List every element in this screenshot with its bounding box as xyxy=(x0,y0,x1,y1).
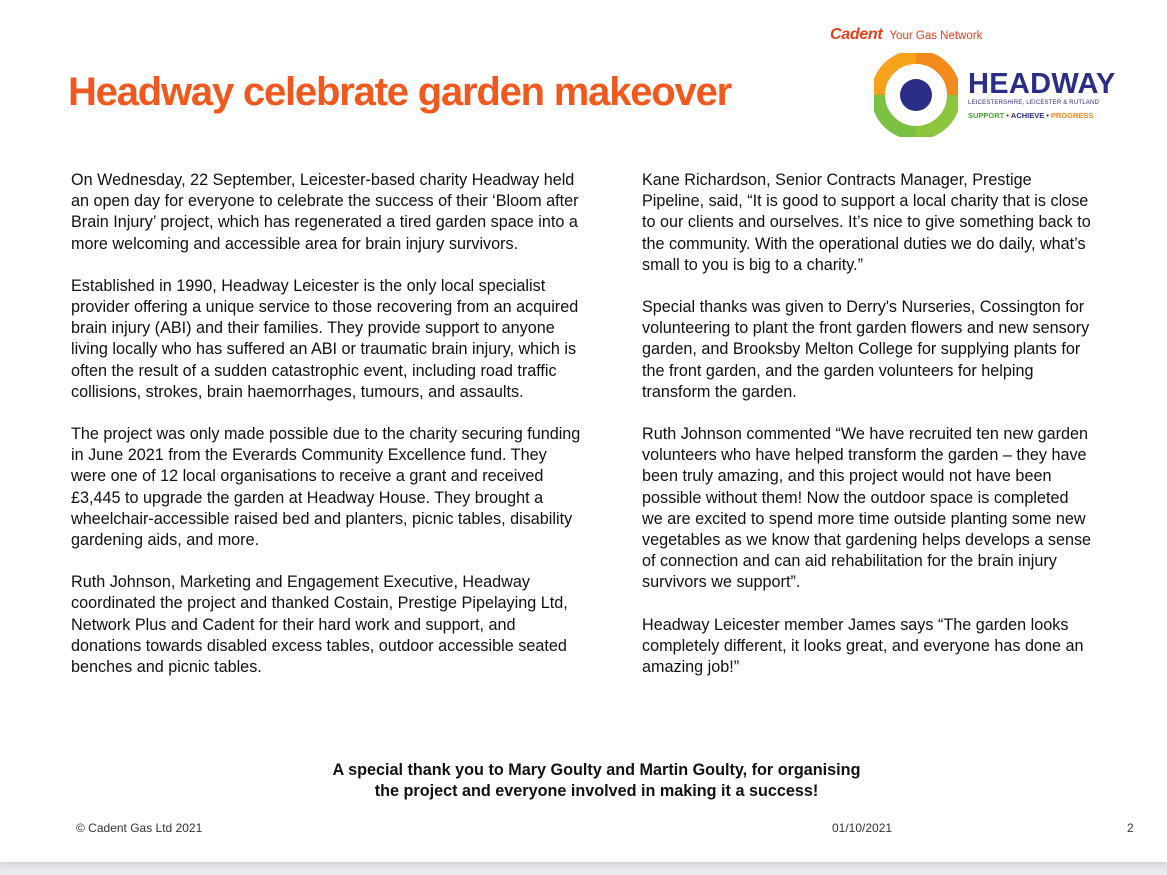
paragraph: Kane Richardson, Senior Contracts Manager, Prestige Pipeline, said, “It is good to support a local charity that is close to our clients and ourselves. It’s nice to give something back to the community. With the operational duties we do daily, what’s small to you is big to a charity.” xyxy=(642,171,1091,274)
thank-you-line-2: the project and everyone involved in making it a success! xyxy=(374,782,819,800)
headway-logo xyxy=(874,53,1124,139)
motto-support: SUPPORT xyxy=(968,111,1005,120)
headway-wordmark: HEADWAY xyxy=(968,68,1116,100)
motto-progress: PROGRESS xyxy=(1050,111,1094,120)
headway-ring-icon xyxy=(874,53,958,137)
footer-copyright: © Cadent Gas Ltd 2021 xyxy=(76,821,203,835)
headway-motto: SUPPORT • ACHIEVE • PROGRESS xyxy=(968,111,1094,120)
paragraph: Headway Leicester member James says “The garden looks completely different, it looks great, and everyone has done an amazing job!” xyxy=(642,615,1084,677)
paragraph: On Wednesday, 22 September, Leicester-based charity Headway held an open day for everyone to celebrate the success of their ‘Bloom after Brain Injury’ project, which has regenerated a tired garden space into a more welcoming and accessible area for brain injury survivors. xyxy=(71,171,579,253)
article-column-right xyxy=(642,170,1092,699)
page-title: Headway celebrate garden makeover xyxy=(68,70,731,114)
paragraph: Special thanks was given to Derry's Nurseries, Cossington for volunteering to plant the front garden flowers and new sensory garden, and Brooksby Melton College for supplying plants for the front garden, and the garden volunteers for helping transform the garden. xyxy=(642,298,1090,401)
cadent-logo xyxy=(830,26,982,44)
article-column-left xyxy=(71,170,581,699)
cadent-wordmark: Cadent xyxy=(830,26,883,43)
motto-achieve: ACHIEVE xyxy=(1010,111,1045,120)
page-number: 2 xyxy=(1127,821,1134,835)
thank-you-note xyxy=(240,760,953,802)
paragraph: The project was only made possible due to the charity securing funding in June 2021 from the Everards Community Excellence fund. They were one of 12 local organisations to receive a grant and received £3,445 to upgrade the garden at Headway House. They brought a wheelchair-accessible raised bed and planters, picnic tables, disability gardening aids, and more. xyxy=(71,425,581,550)
footer-date: 01/10/2021 xyxy=(832,821,893,835)
paragraph: Established in 1990, Headway Leicester is the only local specialist provider offering a unique service to those recovering from an acquired brain injury (ABI) and their families. They provide support to anyone living locally who has suffered an ABI or traumatic brain injury, which is often the result of a sudden catastrophic event, including road traffic collisions, strokes, brain haemorrhages, tumours, and assaults. xyxy=(71,276,579,401)
headway-region: LEICESTERSHIRE, LEICESTER & RUTLAND xyxy=(968,100,1100,106)
cadent-tagline: Your Gas Network xyxy=(889,30,983,42)
paragraph: Ruth Johnson, Marketing and Engagement Executive, Headway coordinated the project and thanked Costain, Prestige Pipelaying Ltd, Network Plus and Cadent for their hard work and support, and donations towards disabled excess tables, outdoor accessible seated benches and picnic tables. xyxy=(71,573,568,677)
paragraph: Ruth Johnson commented “We have recruited ten new garden volunteers who have helped transform the garden – they have been truly amazing, and this project would not have been possible without them! Now the outdoor space is completed we are excited to spend more time outside planting some new vegetables as we know that gardening helps develops a sense of connection and can aid rehabilitation for the brain injury survivors we support”. xyxy=(642,425,1092,592)
thank-you-line-1: A special thank you to Mary Goulty and Martin Goulty, for organising xyxy=(332,761,861,779)
